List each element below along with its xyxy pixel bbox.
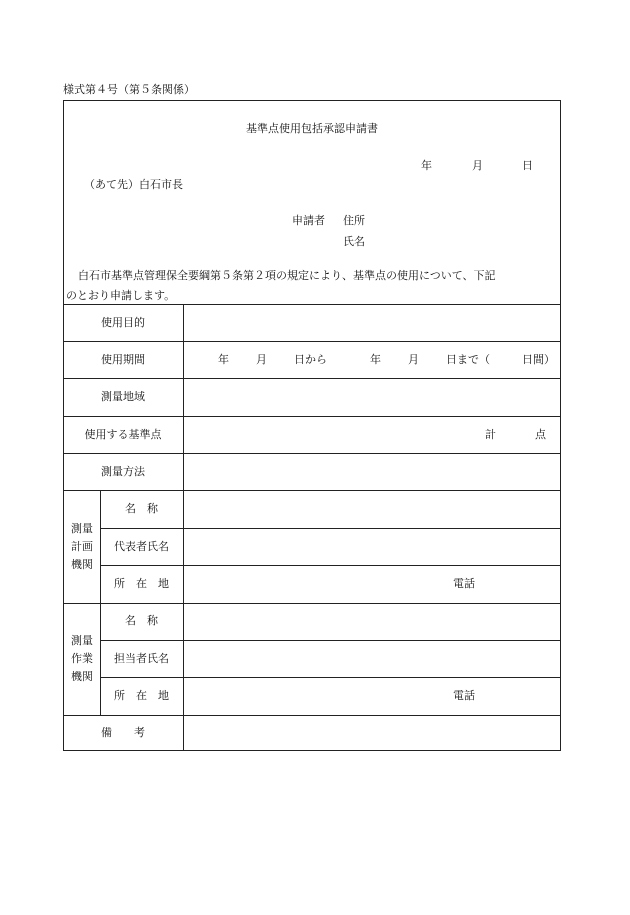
points-unit-label: 点 <box>535 428 546 441</box>
points-label: 使用する基準点 <box>84 428 162 441</box>
method-label: 測量方法 <box>101 465 145 478</box>
work-phone-label: 電話 <box>453 689 475 702</box>
planning-org-label: 測量 計画 機関 <box>71 522 93 571</box>
remarks-label: 備 考 <box>101 726 145 739</box>
period-year2: 年 <box>370 353 381 366</box>
addressee: （あて先）白石市長 <box>84 178 183 191</box>
row-line <box>63 603 561 604</box>
date-year-label: 年 <box>421 159 432 172</box>
work-rep-label: 担当者氏名 <box>114 652 169 665</box>
planning-name-label: 名 称 <box>125 502 158 515</box>
statement-line-1: 白石市基準点管理保全要綱第５条第２項の規定により、基準点の使用について、下記 <box>78 269 496 282</box>
date-month-label: 月 <box>472 159 483 172</box>
period-year1: 年 <box>218 353 229 366</box>
planning-phone-label: 電話 <box>453 577 475 590</box>
date-day-label: 日 <box>522 159 533 172</box>
period-month2: 月 <box>408 353 419 366</box>
work-org-label: 測量 作業 機関 <box>71 634 93 683</box>
points-total-label: 計 <box>485 428 496 441</box>
row-line <box>63 715 561 716</box>
purpose-label: 使用目的 <box>101 316 145 329</box>
period-until: 日まで（ <box>446 353 490 366</box>
statement-line-2: のとおり申請します。 <box>66 289 176 302</box>
work-location-label: 所 在 地 <box>114 689 169 702</box>
area-label: 測量地域 <box>101 390 145 403</box>
row-line <box>100 565 561 566</box>
label-column-divider <box>183 304 184 751</box>
applicant-label: 申請者 <box>292 214 325 227</box>
planning-location-label: 所 在 地 <box>114 577 169 590</box>
row-line <box>63 453 561 454</box>
row-line <box>100 640 561 641</box>
form-title: 基準点使用包括承認申請書 <box>246 122 378 135</box>
form-number: 様式第４号（第５条関係） <box>63 83 195 96</box>
row-line <box>100 528 561 529</box>
planning-rep-label: 代表者氏名 <box>114 540 169 553</box>
row-line <box>63 378 561 379</box>
org-column-divider <box>100 490 101 715</box>
row-line <box>63 341 561 342</box>
period-label: 使用期間 <box>101 353 145 366</box>
table-top-line <box>63 304 561 305</box>
period-month1: 月 <box>256 353 267 366</box>
row-line <box>63 490 561 491</box>
period-from: 日から <box>294 353 327 366</box>
row-line <box>63 416 561 417</box>
applicant-address-label: 住所 <box>343 214 365 227</box>
work-name-label: 名 称 <box>125 614 158 627</box>
period-days: 日間） <box>522 353 555 366</box>
row-line <box>100 677 561 678</box>
applicant-name-label: 氏名 <box>343 235 365 248</box>
